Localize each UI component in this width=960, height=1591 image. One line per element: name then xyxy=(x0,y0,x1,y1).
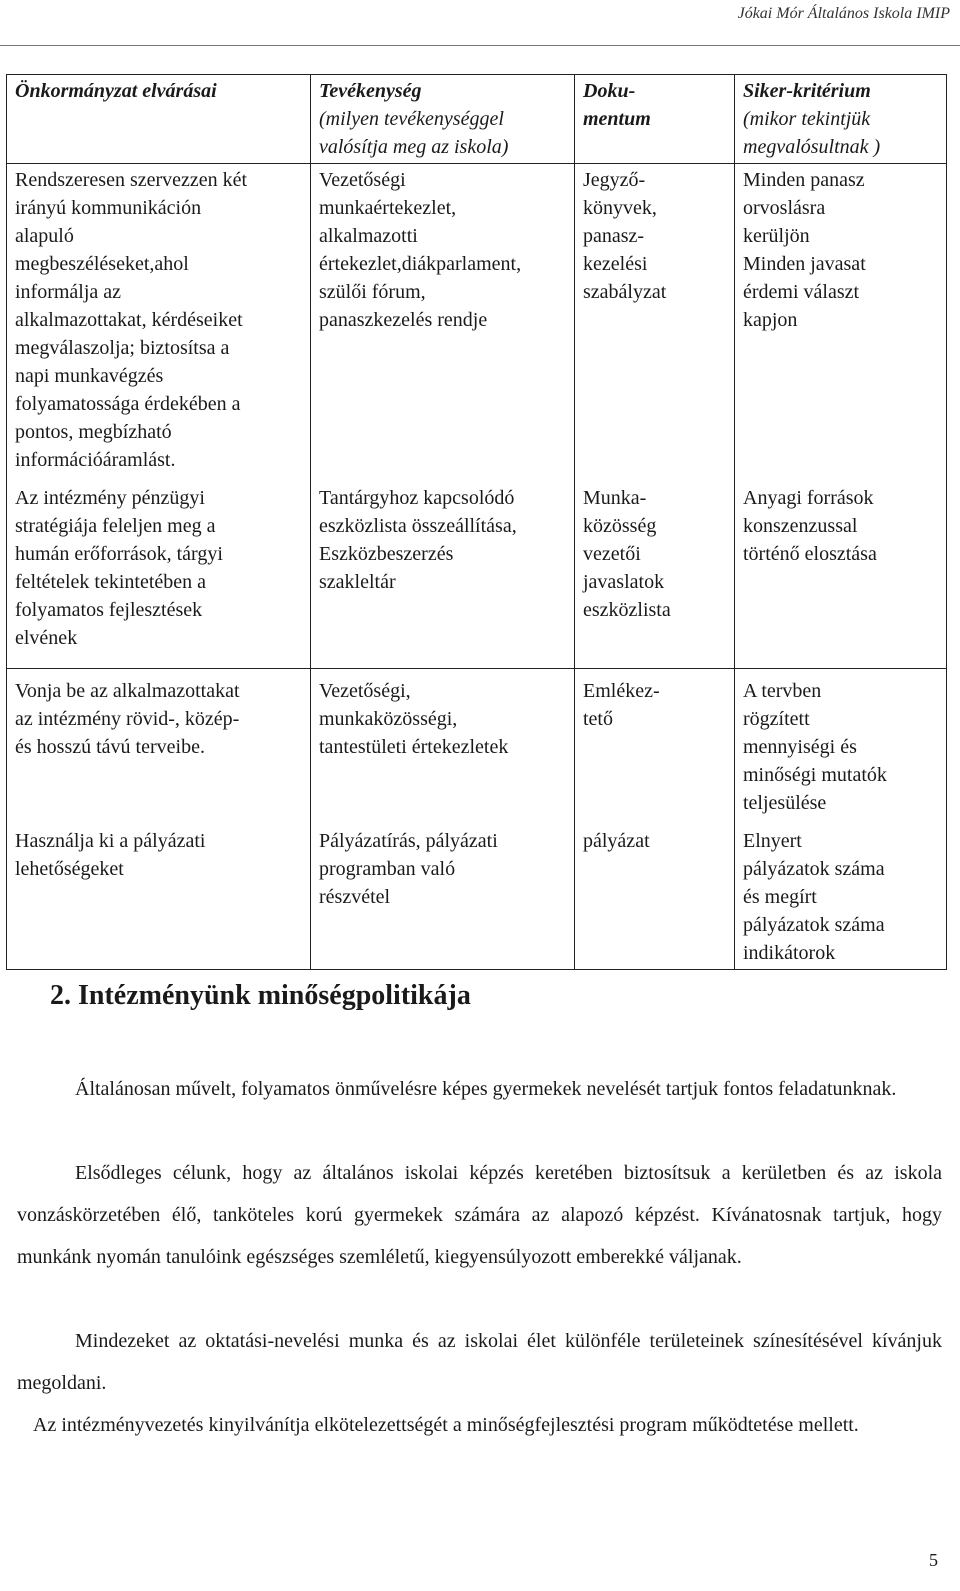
body-paragraph xyxy=(17,1320,942,1404)
cell-text: pályázat xyxy=(583,830,650,852)
header-sublabel: (mikor tekintjük megvalósultnak ) xyxy=(743,108,881,158)
cell-text: Emlékez- tető xyxy=(583,680,660,730)
table-cell xyxy=(7,482,311,669)
paragraph-text: Mindezeket az oktatási-nevelési munka és az iskolai élet különféle területeinek színesítésével kívánjuk megoldani. xyxy=(17,1330,942,1394)
table-cell xyxy=(311,482,575,669)
cell-text: Anyagi források konszenzussal történő elosztása xyxy=(743,487,877,565)
header-sublabel: (milyen tevékenységgel valósítja meg az iskola) xyxy=(319,108,509,158)
cell-text: Minden panasz orvoslásra kerüljön Minden javasat érdemi választ kapjon xyxy=(743,169,866,331)
table-row xyxy=(7,164,947,483)
cell-text: Használja ki a pályázati lehetőségeket xyxy=(15,830,206,880)
cell-text: Az intézmény pénzügyi stratégiája feleljen meg a humán erőforrások, tárgyi feltételek tekintetében a folyamatos fejlesztések elvének xyxy=(15,487,223,649)
quality-plan-table xyxy=(6,74,947,970)
table-cell xyxy=(735,669,947,826)
header-cell-document xyxy=(575,75,735,164)
paragraph-text: Az intézményvezetés kinyilvánítja elkötelezettségét a minőségfejlesztési program működtetése mellett. xyxy=(33,1414,859,1436)
table-cell xyxy=(311,669,575,826)
table-cell xyxy=(7,669,311,826)
cell-text: Elnyert pályázatok száma és megírt pályázatok száma indikátorok xyxy=(743,830,885,964)
header-cell-success-criteria xyxy=(735,75,947,164)
table-cell xyxy=(311,164,575,483)
paragraph-text: Elsődleges célunk, hogy az általános iskolai képzés keretében biztosítsuk a kerületben és az iskola vonzáskörzetében élő, tanköteles korú gyermekek számára az alapozó képzést. Kívánatosnak tartjuk, hogy munkánk nyomán tanulóink egészséges szemléletű, kiegyensúlyozott emberekké váljanak. xyxy=(17,1162,942,1268)
body-paragraph xyxy=(17,1152,942,1278)
header-label: Tevékenység xyxy=(319,80,422,102)
table-cell xyxy=(735,164,947,483)
cell-text: Vezetőségi munkaértekezlet, alkalmazotti értekezlet,diákparlament, szülői fórum, panaszkezelés rendje xyxy=(319,169,522,331)
cell-text: Rendszeresen szervezzen két irányú kommunikáción alapuló megbeszéléseket,ahol informálja az alkalmazottakat, kérdéseiket megválaszolja; biztosítsa a napi munkavégzés folyamatossága érdekében a pontos, megbízható információáramlást. xyxy=(15,169,248,471)
document-header-title: Jókai Mór Általános Iskola IMIP xyxy=(737,5,950,22)
table-cell xyxy=(575,482,735,669)
cell-text: Vezetőségi, munkaközösségi, tantestületi értekezletek xyxy=(319,680,509,758)
cell-text: Tantárgyhoz kapcsolódó eszközlista összeállítása, Eszközbeszerzés szakleltár xyxy=(319,487,517,593)
body-paragraph xyxy=(17,1068,942,1110)
table-cell xyxy=(7,164,311,483)
header-cell-activity xyxy=(311,75,575,164)
header-divider xyxy=(0,45,960,46)
table-cell xyxy=(575,669,735,826)
page-number: 5 xyxy=(929,1550,938,1570)
table-cell xyxy=(735,825,947,970)
body-paragraph xyxy=(17,1404,942,1446)
table-row xyxy=(7,482,947,669)
table-cell xyxy=(575,164,735,483)
table-header-row xyxy=(7,75,947,164)
header-label: Siker-kritérium xyxy=(743,80,871,102)
table-cell xyxy=(311,825,575,970)
header-cell-expectations xyxy=(7,75,311,164)
cell-text: Vonja be az alkalmazottakat az intézmény rövid-, közép- és hosszú távú terveibe. xyxy=(15,680,240,758)
paragraph-text: Általánosan művelt, folyamatos önművelésre képes gyermekek nevelését tartjuk fontos feladatunknak. xyxy=(75,1078,897,1100)
header-label: Önkormányzat elvárásai xyxy=(15,80,217,102)
cell-text: Pályázatírás, pályázati programban való részvétel xyxy=(319,830,498,908)
table-cell xyxy=(7,825,311,970)
cell-text: A tervben rögzített mennyiségi és minőségi mutatók teljesülése xyxy=(743,680,887,814)
cell-text: Munka- közösség vezetői javaslatok eszközlista xyxy=(583,487,671,621)
table-cell xyxy=(735,482,947,669)
header-label: Doku- mentum xyxy=(583,80,651,130)
cell-text: Jegyző- könyvek, panasz- kezelési szabályzat xyxy=(583,169,667,303)
table-row xyxy=(7,825,947,970)
table-cell xyxy=(575,825,735,970)
section-heading: 2. Intézményünk minőségpolitikája xyxy=(50,980,471,1011)
table-row xyxy=(7,669,947,826)
